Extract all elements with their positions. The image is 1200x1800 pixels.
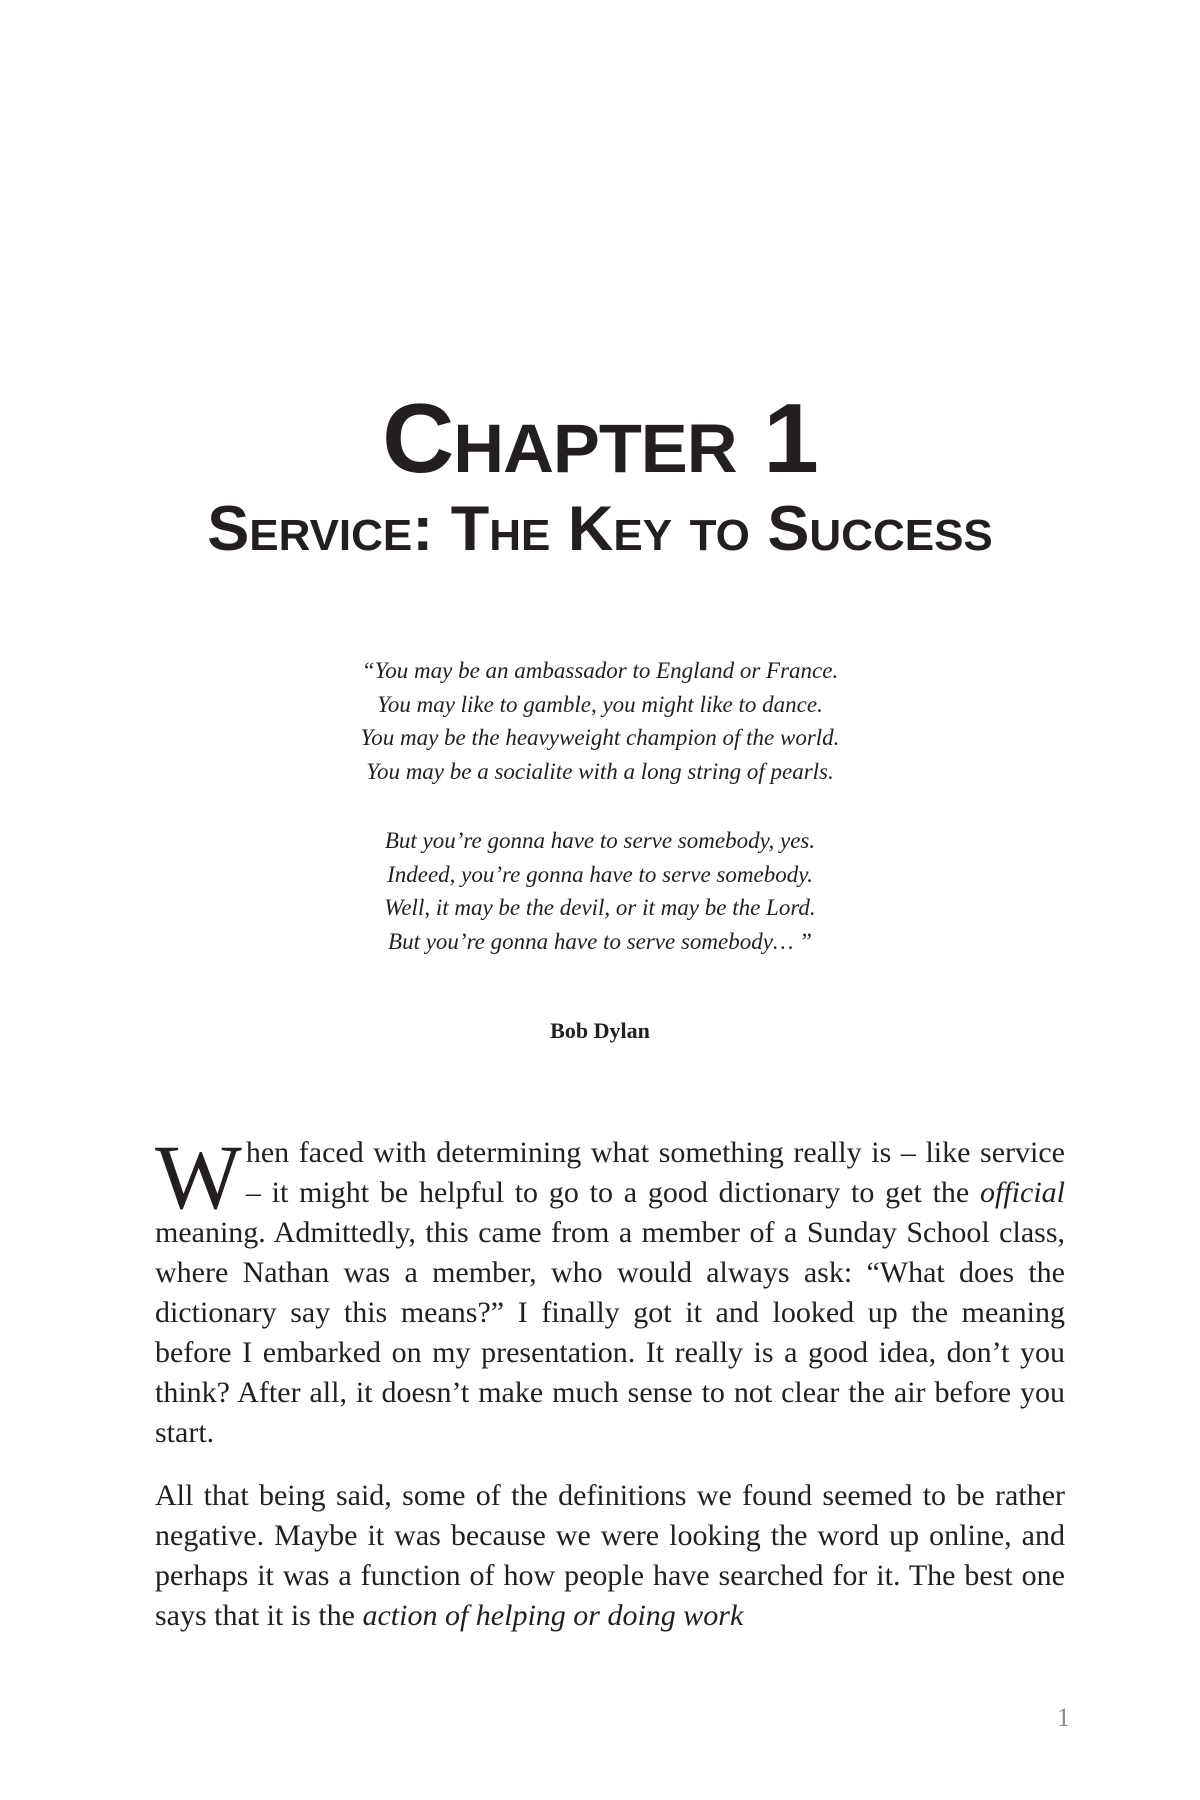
epigraph-line: You may like to gamble, you might like to dance. <box>377 691 823 717</box>
epigraph-line: “You may be an ambassador to England or France. <box>361 658 839 683</box>
epigraph-line: But you’re gonna have to serve somebody, yes. <box>384 828 816 853</box>
epigraph-stanza <box>0 654 1200 788</box>
epigraph-line: You may be the heavyweight champion of the world. <box>360 725 840 750</box>
body-paragraph <box>155 1476 1065 1636</box>
chapter-subtitle: Service: The Key to Success <box>207 494 993 564</box>
drop-cap: W <box>155 1126 242 1228</box>
epigraph-line: Well, it may be the devil, or it may be the Lord. <box>384 895 816 920</box>
emphasized-text: action of helping or doing work <box>362 1599 744 1632</box>
emphasized-text: official <box>980 1176 1065 1209</box>
page-number: 1 <box>1057 1703 1070 1732</box>
epigraph-line: You may be a socialite with a long string of pearls. <box>366 758 834 784</box>
epigraph-stanza <box>0 824 1200 958</box>
chapter-body <box>155 1126 1065 1659</box>
epigraph-quote <box>0 654 1200 994</box>
paragraph-text: All that being said, some of the definitions we found seemed to be rather negative. Maybe it was because we were looking the word up online, and perhaps it was a function of how people have searched for it. The best one says that it is the <box>155 1479 1065 1632</box>
paragraph-text: meaning. Admittedly, this came from a member of a Sunday School class, where Nathan was a member, who would always ask: “What does the dictionary say this means?” I finally got it and looked up the meaning before I embarked on my presentation. It really is a good idea, don’t you think? After all, it doesn’t make much sense to not clear the air before you start. <box>155 1216 1065 1449</box>
epigraph-line: Indeed, you’re gonna have to serve somebody. <box>387 861 813 887</box>
body-paragraph <box>155 1126 1065 1453</box>
epigraph-attribution: Bob Dylan <box>550 1018 650 1043</box>
paragraph-text: hen faced with determining what something really is – like service – it might be helpful to go to a good dictionary to get the <box>245 1136 1065 1209</box>
chapter-heading: Chapter 1 <box>382 383 818 493</box>
epigraph-line: But you’re gonna have to serve somebody… ” <box>388 928 812 954</box>
